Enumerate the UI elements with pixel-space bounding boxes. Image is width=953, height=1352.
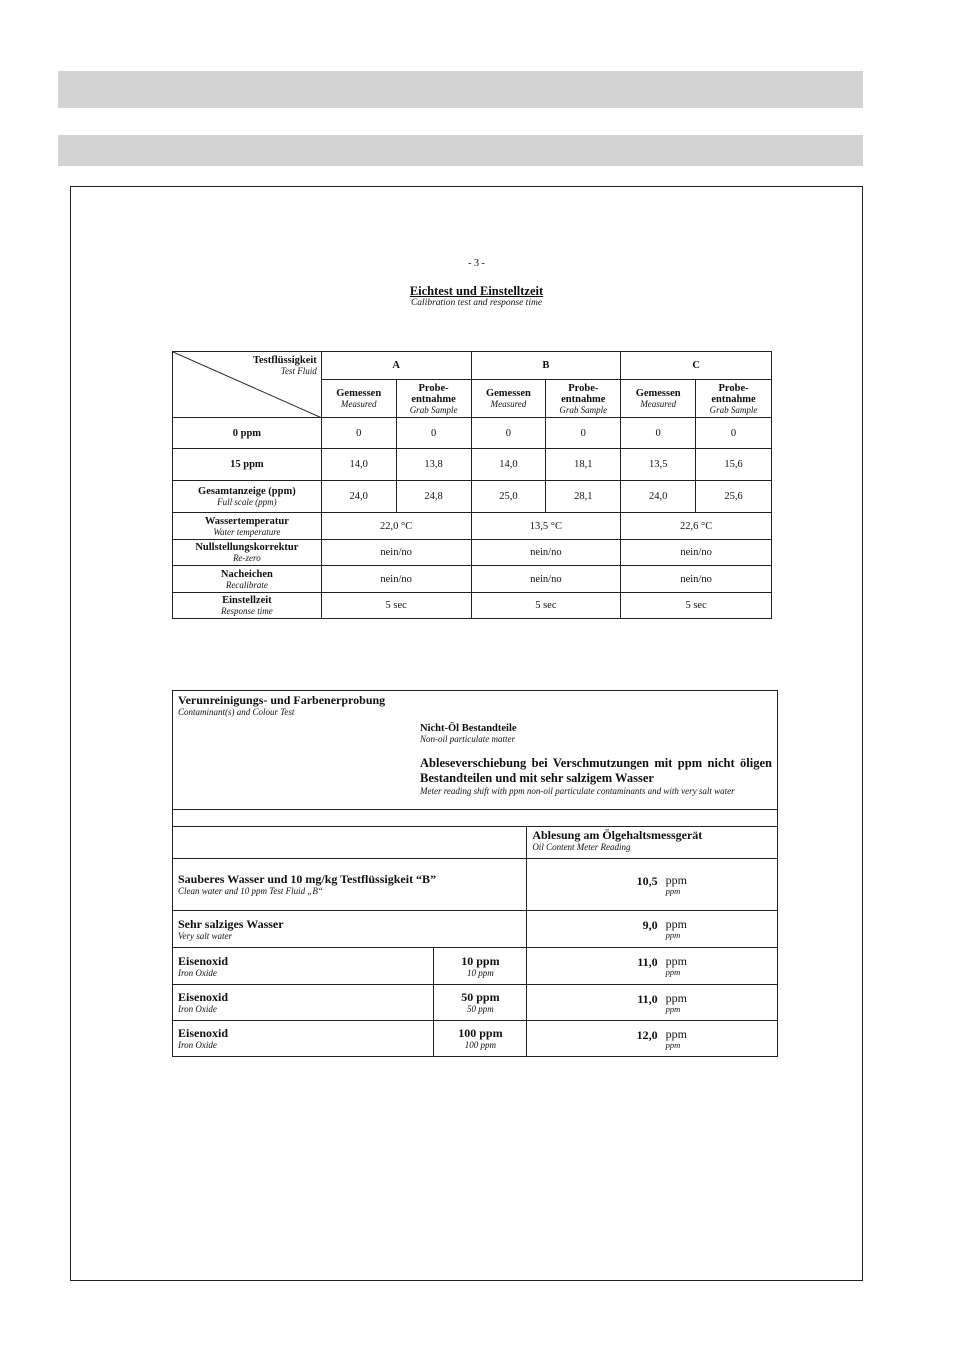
value-cell: 14,0 xyxy=(321,449,396,481)
contaminant-row xyxy=(173,911,778,948)
concentration-cell xyxy=(434,985,527,1021)
subheader-label-en: Measured xyxy=(490,399,527,409)
value-cell: 24,0 xyxy=(321,481,396,513)
contaminant-row xyxy=(173,859,778,911)
subheader-label-en: Grab Sample xyxy=(409,404,458,415)
reading-cell xyxy=(527,948,778,985)
reading-unit: ppm xyxy=(665,954,687,968)
shift-heading: Ableseverschiebung bei Verschmutzungen mit ppm nicht öligen Bestandteilen und mit sehr salzigem Wasser xyxy=(420,756,772,785)
empty-header-cell xyxy=(173,827,527,859)
header-bar-second xyxy=(58,135,863,166)
document-title: Eichtest und Einstelltzeit xyxy=(409,284,544,298)
subheader-b-measured xyxy=(471,380,546,418)
merged-value-cell: nein/no xyxy=(471,540,621,566)
row-label-cell xyxy=(173,418,322,449)
contaminant-label-cell xyxy=(173,948,434,985)
concentration-cell xyxy=(434,948,527,985)
reading-value: 12,0 xyxy=(636,1027,658,1042)
contaminant-row xyxy=(173,985,778,1021)
contaminant-label: Sehr salziges Wasser xyxy=(178,916,284,931)
merged-value-cell: nein/no xyxy=(471,566,621,593)
row-label-en: Water temperature xyxy=(213,526,281,537)
reading-unit: ppm xyxy=(665,872,687,887)
reading-unit-wrap xyxy=(666,992,687,1014)
subheader-label: Gemessen xyxy=(485,388,531,399)
concentration: 10 ppm xyxy=(461,953,500,968)
header-bar-top xyxy=(58,71,863,108)
contaminant-label: Eisenoxid xyxy=(178,990,229,1004)
contaminant-header-cell xyxy=(173,691,778,810)
test-fluid-label: Testflüssigkeit xyxy=(252,355,317,366)
value-cell: 0 xyxy=(396,418,471,449)
contaminant-label-cell xyxy=(173,859,527,911)
subheader-label: Probe- entnahme xyxy=(561,382,606,405)
value-cell: 13,8 xyxy=(396,449,471,481)
row-label-en: Recalibrate xyxy=(225,579,268,590)
contaminant-label-en: Iron Oxide xyxy=(178,1040,217,1050)
contaminant-label: Eisenoxid xyxy=(178,1026,229,1040)
subheader-c-grab-sample xyxy=(696,380,772,418)
row-label: Nacheichen xyxy=(220,568,273,580)
value-cell: 28,1 xyxy=(546,481,621,513)
reading-header-cell xyxy=(527,827,778,859)
contaminant-label-cell xyxy=(173,1021,434,1057)
value-cell: 0 xyxy=(621,418,696,449)
test-fluid-label-en: Test Fluid xyxy=(280,366,317,376)
calibration-row xyxy=(173,449,772,481)
row-label-cell xyxy=(173,513,322,540)
merged-value-cell: 22,0 °C xyxy=(321,513,471,540)
subheader-label: Gemessen xyxy=(336,388,382,399)
merged-value-cell: 13,5 °C xyxy=(471,513,621,540)
subheader-c-measured xyxy=(621,380,696,418)
nonoil-label: Nicht-Öl Bestandteile xyxy=(420,723,517,734)
reading-value: 10,5 xyxy=(636,873,658,888)
reading-unit-en: ppm xyxy=(665,967,681,977)
row-label: Wassertemperatur xyxy=(204,515,289,527)
shift-heading-en: Meter reading shift with ppm non-oil particulate contaminants and with very salt water xyxy=(420,786,735,796)
calibration-merged-row xyxy=(173,593,772,619)
group-header-b: B xyxy=(471,352,621,380)
reading-heading: Ablesung am Ölgehaltsmessgerät xyxy=(532,828,703,842)
reading-cell xyxy=(527,859,778,911)
page-number: - 3 - xyxy=(468,258,485,269)
subheader-a-measured xyxy=(321,380,396,418)
reading-cell xyxy=(527,985,778,1021)
reading-cell xyxy=(527,1021,778,1057)
reading-unit-wrap xyxy=(666,918,687,940)
contaminant-label: Sauberes Wasser und 10 mg/kg Testflüssigkeit “B” xyxy=(178,872,437,886)
value-cell: 0 xyxy=(471,418,546,449)
calibration-merged-row xyxy=(173,566,772,593)
row-label: Einstellzeit xyxy=(222,595,272,606)
value-cell: 18,1 xyxy=(546,449,621,481)
contaminant-table xyxy=(172,690,778,1057)
concentration-cell xyxy=(434,1021,527,1057)
subheader-label: Probe- entnahme xyxy=(711,382,756,405)
value-cell: 0 xyxy=(546,418,621,449)
contaminant-label-en: Very salt water xyxy=(178,930,232,941)
contaminant-row xyxy=(173,948,778,985)
concentration-en: 50 ppm xyxy=(467,1004,494,1014)
value-cell: 15,6 xyxy=(696,449,772,481)
reading-cell xyxy=(527,911,778,948)
merged-value-cell: nein/no xyxy=(321,540,471,566)
calibration-row xyxy=(173,418,772,449)
nonoil-label-en: Non-oil particulate matter xyxy=(420,734,515,744)
reading-unit: ppm xyxy=(665,917,687,931)
concentration-en: 100 ppm xyxy=(464,1040,497,1050)
reading-unit-wrap xyxy=(666,955,687,977)
reading-unit-wrap xyxy=(666,1028,687,1050)
calibration-table xyxy=(172,351,772,619)
subheader-label-en: Measured xyxy=(340,399,377,409)
calibration-row xyxy=(173,481,772,513)
value-cell: 13,5 xyxy=(621,449,696,481)
reading-unit: ppm xyxy=(665,990,687,1005)
contaminant-title: Verunreinigungs- und Farbenerprobung xyxy=(178,693,386,707)
row-label: 15 ppm xyxy=(230,459,264,470)
reading-unit-wrap xyxy=(666,874,687,896)
calibration-merged-row xyxy=(173,513,772,540)
concentration-en: 10 ppm xyxy=(467,967,494,978)
contaminant-label-cell xyxy=(173,985,434,1021)
reading-unit-en: ppm xyxy=(665,1003,681,1014)
row-label: Nullstellungskorrektur xyxy=(195,542,299,553)
document-subtitle: Calibration test and response time xyxy=(410,298,543,308)
merged-value-cell: 5 sec xyxy=(621,593,772,619)
merged-value-cell: 5 sec xyxy=(321,593,471,619)
merged-value-cell: nein/no xyxy=(621,566,772,593)
group-header-c: C xyxy=(621,352,772,380)
row-label-en: Response time xyxy=(221,606,273,616)
reading-unit: ppm xyxy=(665,1026,687,1041)
value-cell: 0 xyxy=(321,418,396,449)
row-label-cell xyxy=(173,449,322,481)
subheader-label-en: Grab Sample xyxy=(559,404,608,415)
subheader-label: Probe- entnahme xyxy=(411,382,456,405)
calibration-merged-row xyxy=(173,540,772,566)
contaminant-label-cell xyxy=(173,911,527,948)
contaminant-label-en: Clean water and 10 ppm Test Fluid „B“ xyxy=(178,886,323,896)
reading-unit-en: ppm xyxy=(665,885,681,896)
reading-unit-en: ppm xyxy=(665,1039,681,1050)
group-header-a: A xyxy=(321,352,471,380)
value-cell: 0 xyxy=(696,418,772,449)
contaminant-label-en: Iron Oxide xyxy=(178,967,217,978)
subheader-b-grab-sample xyxy=(546,380,621,418)
reading-heading-en: Oil Content Meter Reading xyxy=(532,842,631,852)
concentration: 100 ppm xyxy=(458,1026,503,1040)
reading-value: 11,0 xyxy=(637,955,658,969)
subheader-a-grab-sample xyxy=(396,380,471,418)
value-cell: 24,8 xyxy=(396,481,471,513)
subheader-label-en: Grab Sample xyxy=(709,404,758,415)
subheader-label-en: Measured xyxy=(640,399,676,409)
concentration: 50 ppm xyxy=(461,990,500,1004)
subheader-label: Gemessen xyxy=(635,388,681,399)
contaminant-row xyxy=(173,1021,778,1057)
row-label-en: Re-zero xyxy=(233,553,261,563)
merged-value-cell: 22,6 °C xyxy=(621,513,772,540)
merged-value-cell: nein/no xyxy=(321,566,471,593)
row-label: Gesamtanzeige (ppm) xyxy=(198,486,296,497)
value-cell: 25,0 xyxy=(471,481,546,513)
merged-value-cell: 5 sec xyxy=(471,593,621,619)
test-fluid-header-cell xyxy=(173,352,322,418)
row-label-cell xyxy=(173,481,322,513)
contaminant-label: Eisenoxid xyxy=(178,953,229,968)
row-label-en: Full scale (ppm) xyxy=(217,497,277,507)
value-cell: 14,0 xyxy=(471,449,546,481)
value-cell: 24,0 xyxy=(621,481,696,513)
contaminant-label-en: Iron Oxide xyxy=(178,1004,217,1014)
reading-unit-en: ppm xyxy=(665,930,681,940)
spacer-row xyxy=(173,810,778,827)
value-cell: 25,6 xyxy=(696,481,772,513)
contaminant-title-en: Contaminant(s) and Colour Test xyxy=(178,707,295,717)
reading-value: 11,0 xyxy=(637,991,658,1006)
merged-value-cell: nein/no xyxy=(621,540,772,566)
row-label-cell xyxy=(173,540,322,566)
row-label: 0 ppm xyxy=(232,427,262,439)
row-label-cell xyxy=(173,593,322,619)
row-label-cell xyxy=(173,566,322,593)
reading-value: 9,0 xyxy=(642,918,658,932)
